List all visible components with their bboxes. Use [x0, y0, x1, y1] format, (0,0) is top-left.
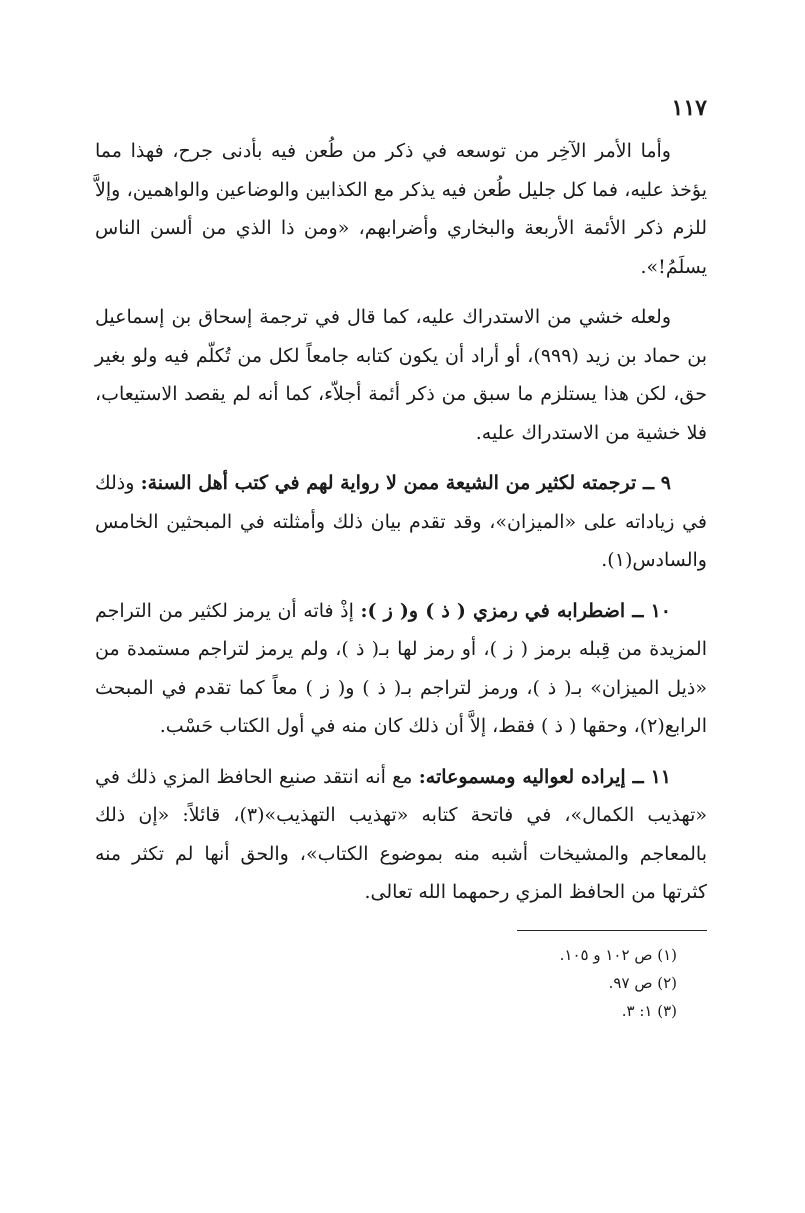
paragraph-3-lead: ٩ ــ ترجمته لكثير من الشيعة ممن لا رواية لهم في كتب أهل السنة: — [140, 472, 671, 494]
footnotes — [95, 941, 707, 1025]
paragraph-3-text: وذلك في زياداته على «الميزان»، وقد تقدم بيان ذلك وأمثلته في المبحثين الخامس والسادس(١). — [95, 472, 707, 571]
footnote-1: (١) ص ١٠٢ و ١٠٥. — [559, 945, 677, 964]
paragraph-5-text: مع أنه انتقد صنيع الحافظ المزي ذلك في «تهذيب الكمال»، في فاتحة كتابه «تهذيب التهذيب»(٣)، قائلاً: «إن ذلك بالمعاجم والمشيخات أشبه منه بموضوع الكتاب»، والحق أنها لم تكثر منه كثرتها من الحافظ المزي رحمهما الله تعالى. — [95, 765, 707, 903]
paragraph-4-lead: ١٠ ــ اضطرابه في رمزي ( ذ ) و( ز ): — [360, 599, 671, 622]
paragraph-4-text: إذْ فاته أن يرمز لكثير من التراجم المزيدة من قِبله برمز ( ز )، أو رمز لها بـ( ذ )، ولم يرمز لتراجم مستمدة من «ذيل الميزان» بـ( ذ )، ورمز لتراجم بـ( ذ ) و( ز ) معاً كما تقدم في المبحث الرابع(٢)، وحقها ( ذ ) فقط، إلاَّ أن ذلك كان منه في أول الكتاب حَسْب. — [95, 599, 707, 737]
paragraph-3 — [95, 464, 707, 580]
paragraph-1-text: وأما الأمر الآخِر من توسعه في ذكر من طُعن فيه بأدنى جرح، فهذا مما يؤخذ عليه، فما كل جليل طُعن فيه يذكر مع الكذابين والوضاعين والواهمين، وإلاَّ للزم ذكر الأئمة الأربعة والبخاري وأضرابهم، «ومن ذا الذي من ألسن الناس يسلَمُ!». — [95, 140, 707, 278]
paragraph-1 — [95, 132, 707, 286]
paragraph-2-text: ولعله خشي من الاستدراك عليه، كما قال في ترجمة إسحاق بن إسماعيل بن حماد بن زيد (٩٩٩)، أو أراد أن يكون كتابه جامعاً لكل من تُكلّم فيه ولو بغير حق، لكن هذا يستلزم ما سبق من ذكر أئمة أجلاّء، كما أنه لم يقصد الاستيعاب، فلا خشية من الاستدراك عليه. — [95, 306, 708, 444]
paragraph-5 — [95, 758, 707, 912]
paragraph-4 — [95, 592, 707, 746]
paragraph-5-lead: ١١ ــ إيراده لعواليه ومسموعاته: — [418, 765, 671, 788]
paragraph-2 — [95, 298, 707, 452]
page-number: ١١٧ — [671, 95, 707, 121]
footnote-divider — [517, 930, 707, 931]
book-page — [95, 88, 707, 1025]
footnote-3: (٣) ١: ٣. — [621, 1001, 677, 1020]
footnote-2: (٢) ص ٩٧. — [608, 973, 677, 992]
